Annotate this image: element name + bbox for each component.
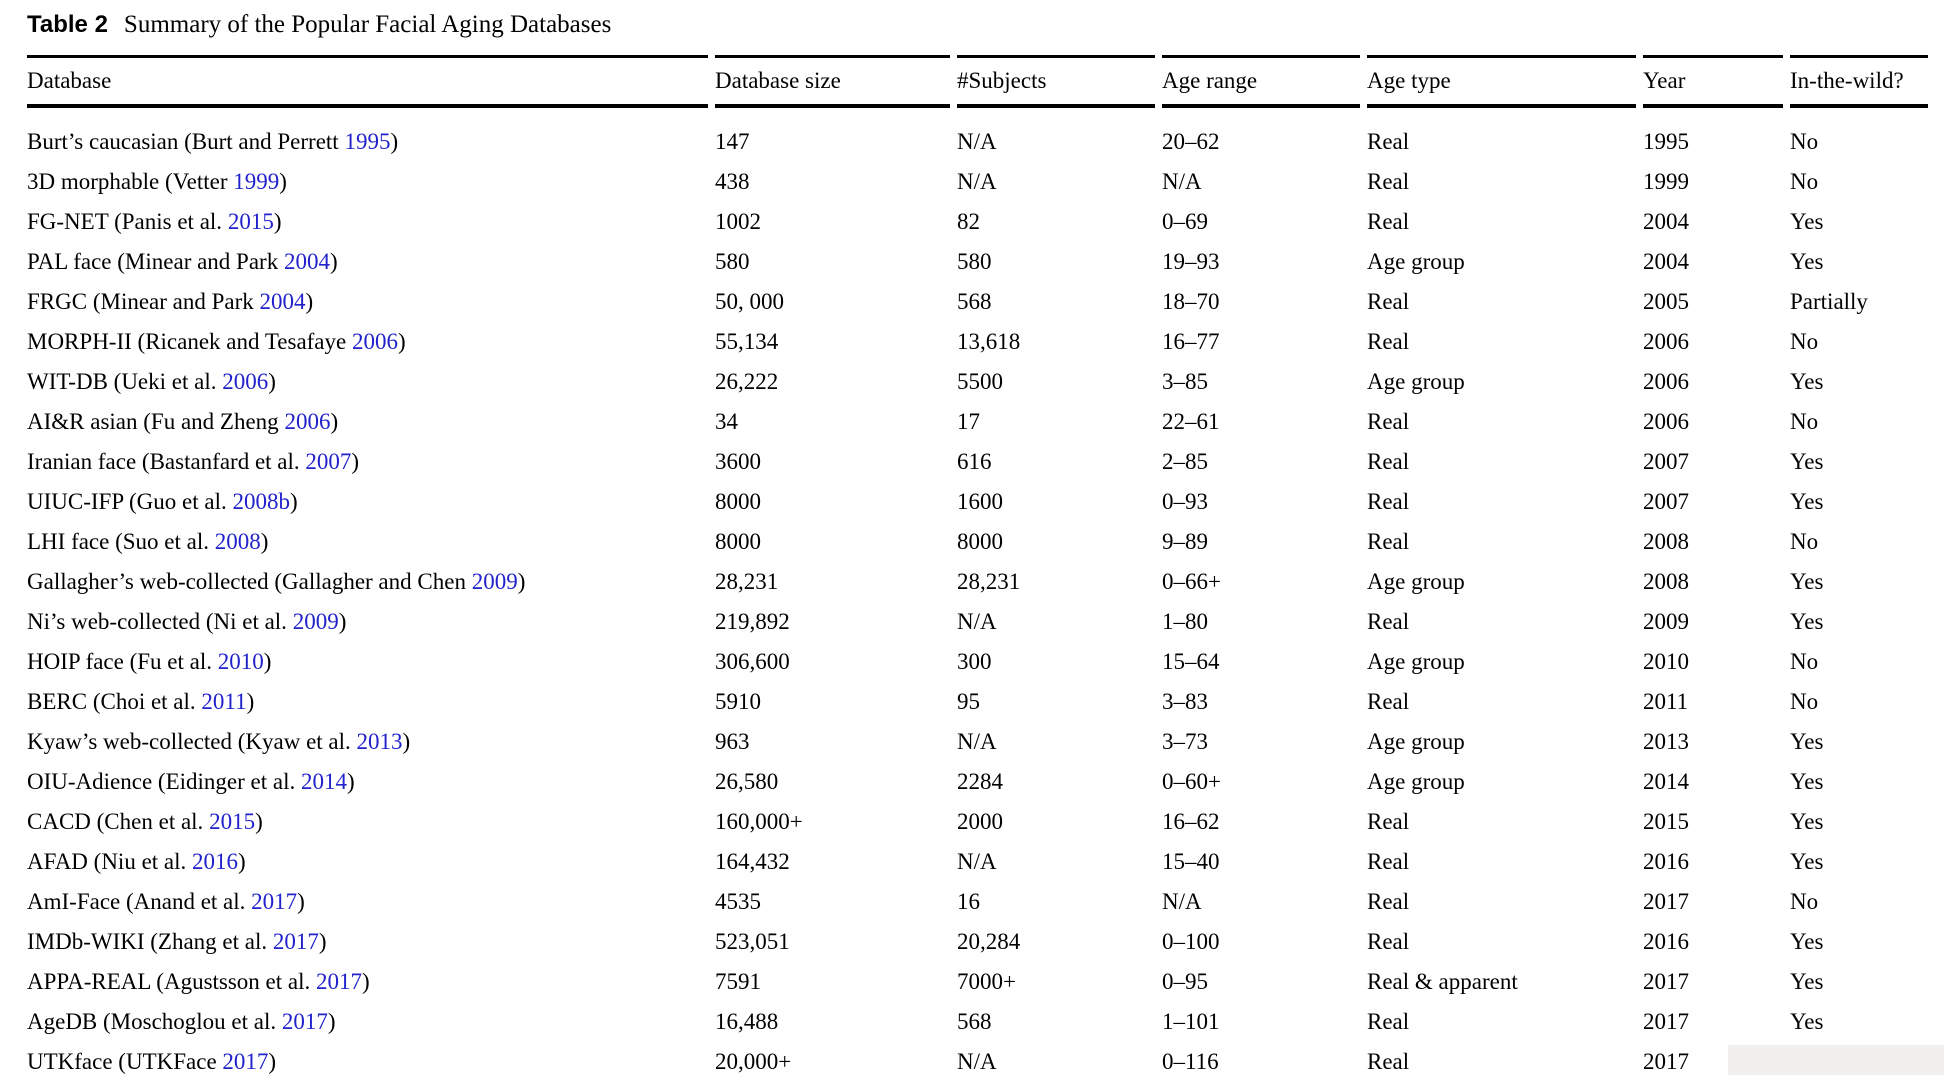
cell-subjects: 5500 (957, 369, 1003, 394)
cell-year: 2017 (1643, 1049, 1689, 1074)
cell-in-the-wild: Yes (1790, 809, 1824, 834)
database-name-text: AgeDB (Moschoglou et al. (27, 1009, 282, 1034)
database-name-text: Burt’s caucasian (Burt and Perrett (27, 129, 345, 154)
cell-database-size: 28,231 (715, 569, 779, 594)
cell-year: 2006 (1643, 369, 1689, 394)
database-name-suffix: ) (279, 169, 287, 194)
database-name-text: OIU-Adience (Eidinger et al. (27, 769, 301, 794)
cell-database (27, 442, 708, 482)
database-name-suffix: ) (346, 769, 355, 794)
cell-database (27, 282, 708, 322)
cell-database (27, 562, 708, 602)
cell-database (27, 722, 708, 762)
citation-link[interactable]: 2004 (259, 289, 306, 314)
table-row (27, 682, 1928, 722)
cell-database-size: 306,600 (715, 649, 790, 674)
cell-age-range: 0–93 (1162, 489, 1208, 514)
cell-database (27, 762, 708, 802)
database-name-text: FG-NET (Panis et al. (27, 209, 228, 234)
column-header-database: Database (27, 55, 708, 108)
cell-in-the-wild: No (1790, 129, 1819, 154)
cell-age-range: 22–61 (1162, 409, 1220, 434)
cell-year: 2004 (1643, 249, 1689, 274)
cell-subjects: 1600 (957, 489, 1003, 514)
cell-year: 2010 (1643, 649, 1689, 674)
cell-age-type: Real & apparent (1367, 969, 1518, 994)
cell-database-size: 26,580 (715, 769, 779, 794)
database-name-text: LHI face (Suo et al. (27, 529, 215, 554)
cell-in-the-wild: Yes (1790, 569, 1824, 594)
cell-database (27, 642, 708, 682)
citation-link[interactable]: 1999 (233, 169, 280, 194)
cell-age-range: 1–80 (1162, 609, 1208, 634)
table-row (27, 642, 1928, 682)
cell-age-type: Real (1367, 409, 1410, 434)
database-name-text: MORPH-II (Ricanek and Tesafaye (27, 329, 352, 354)
cell-in-the-wild: Yes (1790, 729, 1824, 754)
cell-age-type: Real (1367, 129, 1410, 154)
database-name-text: BERC (Choi et al. (27, 689, 202, 714)
database-name-suffix: ) (338, 609, 347, 634)
database-name-suffix: ) (263, 649, 272, 674)
cell-age-range: 9–89 (1162, 529, 1208, 554)
database-name-suffix: ) (329, 249, 338, 274)
database-name-text: UIUC-IFP (Guo et al. (27, 489, 233, 514)
cell-age-range: 2–85 (1162, 449, 1208, 474)
cell-year: 2006 (1643, 409, 1689, 434)
cell-subjects: N/A (957, 849, 997, 874)
cell-subjects: N/A (957, 169, 997, 194)
database-name-text: IMDb-WIKI (Zhang et al. (27, 929, 273, 954)
cell-subjects: 82 (957, 209, 980, 234)
table-row (27, 242, 1928, 282)
cell-age-range: 20–62 (1162, 129, 1220, 154)
cell-in-the-wild: Yes (1790, 769, 1824, 794)
table-row (27, 202, 1928, 242)
table-row (27, 282, 1928, 322)
table-row (27, 1042, 1928, 1082)
cell-subjects: N/A (957, 609, 997, 634)
citation-link[interactable]: 2014 (300, 769, 347, 794)
citation-link[interactable]: 2016 (192, 849, 239, 874)
cell-in-the-wild: Yes (1790, 609, 1824, 634)
database-name-suffix: ) (260, 529, 269, 554)
cell-database-size: 34 (715, 409, 738, 434)
table-row (27, 922, 1928, 962)
database-name-suffix: ) (397, 329, 406, 354)
table-row (27, 1002, 1928, 1042)
cell-subjects: 568 (957, 289, 992, 314)
database-name-text: WIT-DB (Ueki et al. (27, 369, 223, 394)
database-name-suffix: ) (297, 889, 305, 914)
table-caption-label: Table 2 (27, 11, 108, 38)
cell-database (27, 922, 708, 962)
cell-subjects: N/A (957, 129, 997, 154)
cell-age-range: N/A (1162, 889, 1202, 914)
cell-in-the-wild: Yes (1790, 969, 1824, 994)
cell-database (27, 882, 708, 922)
cell-year: 2008 (1643, 529, 1689, 554)
table-row (27, 962, 1928, 1002)
cell-year: 2017 (1643, 969, 1689, 994)
cell-age-type: Real (1367, 889, 1410, 914)
cell-year: 1995 (1643, 129, 1689, 154)
database-name-text: Ni’s web-collected (Ni et al. (27, 609, 293, 634)
cell-year: 2016 (1643, 849, 1689, 874)
cell-in-the-wild: No (1790, 649, 1819, 674)
citation-link[interactable]: 2013 (356, 729, 403, 754)
cell-subjects: 20,284 (957, 929, 1021, 954)
table-row (27, 802, 1928, 842)
cell-age-range: 0–95 (1162, 969, 1208, 994)
table-row (27, 882, 1928, 922)
citation-link[interactable]: 1995 (344, 129, 391, 154)
cell-age-range: 0–69 (1162, 209, 1208, 234)
cell-subjects: 28,231 (957, 569, 1021, 594)
cell-database-size: 50, 000 (715, 289, 784, 314)
cell-year: 1999 (1643, 169, 1689, 194)
citation-link[interactable]: 2009 (292, 609, 339, 634)
cell-subjects: N/A (957, 729, 997, 754)
citation-link[interactable]: 2004 (283, 249, 330, 274)
database-name-suffix: ) (255, 809, 263, 834)
database-name-text: 3D morphable (Vetter (27, 169, 234, 194)
cell-year: 2007 (1643, 449, 1689, 474)
cell-database-size: 438 (715, 169, 750, 194)
cell-year: 2011 (1643, 689, 1689, 714)
citation-link[interactable]: 2008b (232, 489, 290, 514)
cell-database-size: 7591 (715, 969, 761, 994)
database-name-suffix: ) (238, 849, 246, 874)
cell-database (27, 962, 708, 1002)
facial-aging-databases-table (20, 55, 1935, 1082)
cell-database (27, 1002, 708, 1042)
table-row (27, 402, 1928, 442)
cell-in-the-wild: Yes (1790, 489, 1824, 514)
cell-database-size: 55,134 (715, 329, 779, 354)
cell-age-type: Real (1367, 689, 1410, 714)
cell-age-type: Real (1367, 449, 1410, 474)
citation-link[interactable]: 2006 (351, 329, 398, 354)
database-name-text: CACD (Chen et al. (27, 809, 210, 834)
database-name-suffix: ) (402, 729, 411, 754)
cell-year: 2007 (1643, 489, 1689, 514)
cell-in-the-wild: No (1790, 169, 1819, 194)
cell-database (27, 602, 708, 642)
cell-in-the-wild: Yes (1790, 929, 1824, 954)
database-name-text: Gallagher’s web-collected (Gallagher and Chen (27, 569, 472, 594)
database-name-suffix: ) (330, 409, 339, 434)
cell-subjects: 300 (957, 649, 992, 674)
database-name-text: UTKface (UTKFace (27, 1049, 223, 1074)
table-row (27, 842, 1928, 882)
column-header-year: Year (1643, 55, 1783, 108)
cell-subjects: 7000+ (957, 969, 1016, 994)
database-name-suffix: ) (268, 1049, 277, 1074)
cell-database-size: 219,892 (715, 609, 790, 634)
citation-link[interactable]: 2006 (284, 409, 331, 434)
table-row (27, 322, 1928, 362)
citation-link[interactable]: 2015 (209, 809, 256, 834)
table-header (27, 55, 1928, 108)
cell-database (27, 682, 708, 722)
table-row (27, 108, 1928, 162)
table-row (27, 522, 1928, 562)
column-header-age-type: Age type (1367, 55, 1636, 108)
cell-year: 2016 (1643, 929, 1689, 954)
database-name-text: FRGC (Minear and Park (27, 289, 260, 314)
cell-age-range: 18–70 (1162, 289, 1220, 314)
table-row (27, 562, 1928, 602)
cell-subjects: 8000 (957, 529, 1003, 554)
cell-in-the-wild: Yes (1790, 249, 1824, 274)
table-row (27, 442, 1928, 482)
cell-age-type: Real (1367, 929, 1410, 954)
cell-subjects: 568 (957, 1009, 992, 1034)
database-name-suffix: ) (305, 289, 314, 314)
cell-age-range: 15–40 (1162, 849, 1220, 874)
cell-age-range: 0–60+ (1162, 769, 1221, 794)
cell-database-size: 3600 (715, 449, 761, 474)
cell-age-range: 3–83 (1162, 689, 1208, 714)
cell-age-type: Real (1367, 849, 1410, 874)
cell-age-type: Real (1367, 489, 1410, 514)
cell-age-type: Age group (1367, 769, 1465, 794)
cell-age-type: Real (1367, 809, 1410, 834)
citation-link[interactable]: 2008 (214, 529, 261, 554)
database-name-text: Kyaw’s web-collected (Kyaw et al. (27, 729, 357, 754)
cell-database-size: 5910 (715, 689, 761, 714)
cell-database-size: 16,488 (715, 1009, 779, 1034)
database-name-suffix: ) (289, 489, 298, 514)
header-row (27, 55, 1928, 108)
table-row (27, 162, 1928, 202)
database-name-suffix: ) (273, 209, 282, 234)
cell-age-range: 16–77 (1162, 329, 1220, 354)
cell-database (27, 242, 708, 282)
cell-age-type: Age group (1367, 249, 1465, 274)
cell-subjects: 2000 (957, 809, 1003, 834)
cell-subjects: 95 (957, 689, 980, 714)
table-row (27, 482, 1928, 522)
citation-link[interactable]: 2011 (201, 689, 247, 714)
cell-age-range: 0–116 (1162, 1049, 1219, 1074)
citation-link[interactable]: 2009 (471, 569, 518, 594)
cell-age-type: Real (1367, 1009, 1410, 1034)
database-name-suffix: ) (246, 689, 255, 714)
cell-age-type: Age group (1367, 649, 1465, 674)
cell-age-type: Real (1367, 289, 1410, 314)
column-header-database-size: Database size (715, 55, 950, 108)
cell-age-type: Real (1367, 209, 1410, 234)
cell-database-size: 1002 (715, 209, 761, 234)
cell-database (27, 522, 708, 562)
column-header-subjects: #Subjects (957, 55, 1155, 108)
column-header-in-the-wild: In-the-wild? (1790, 55, 1928, 108)
cell-database (27, 802, 708, 842)
cell-age-range: 3–85 (1162, 369, 1208, 394)
cell-in-the-wild: Yes (1790, 209, 1824, 234)
cell-subjects: 13,618 (957, 329, 1021, 354)
cell-subjects: 16 (957, 889, 980, 914)
database-name-suffix: ) (517, 569, 526, 594)
citation-link[interactable]: 2017 (316, 969, 363, 994)
database-name-suffix: ) (327, 1009, 336, 1034)
cell-database-size: 580 (715, 249, 750, 274)
cell-in-the-wild: Yes (1790, 1009, 1824, 1034)
table-row (27, 602, 1928, 642)
cell-in-the-wild: Yes (1790, 369, 1824, 394)
citation-link[interactable]: 2017 (281, 1009, 328, 1034)
cell-database-size: 164,432 (715, 849, 790, 874)
cell-age-range: N/A (1162, 169, 1202, 194)
database-name-text: HOIP face (Fu et al. (27, 649, 218, 674)
database-name-text: APPA-REAL (Agustsson et al. (27, 969, 317, 994)
citation-link[interactable]: 2017 (222, 1049, 269, 1074)
citation-link[interactable]: 2007 (305, 449, 352, 474)
cell-age-range: 19–93 (1162, 249, 1220, 274)
database-name-text: AFAD (Niu et al. (27, 849, 193, 874)
cell-database (27, 202, 708, 242)
cell-subjects: 2284 (957, 769, 1003, 794)
cell-age-range: 0–100 (1162, 929, 1220, 954)
cell-year: 2014 (1643, 769, 1689, 794)
cell-in-the-wild: Yes (1790, 849, 1824, 874)
cell-database-size: 26,222 (715, 369, 779, 394)
table-row (27, 722, 1928, 762)
cell-database (27, 322, 708, 362)
database-name-suffix: ) (318, 929, 327, 954)
cell-year: 2009 (1643, 609, 1689, 634)
cell-database (27, 402, 708, 442)
database-name-suffix: ) (362, 969, 370, 994)
cell-database-size: 20,000+ (715, 1049, 792, 1074)
selection-artifact-box (1728, 1045, 1944, 1075)
citation-link[interactable]: 2015 (227, 209, 274, 234)
citation-link[interactable]: 2017 (272, 929, 319, 954)
cell-year: 2008 (1643, 569, 1689, 594)
citation-link[interactable]: 2017 (251, 889, 298, 914)
cell-database-size: 4535 (715, 889, 761, 914)
citation-link[interactable]: 2010 (217, 649, 264, 674)
cell-database (27, 108, 708, 162)
table-caption-text: Summary of the Popular Facial Aging Databases (123, 11, 612, 38)
cell-age-range: 15–64 (1162, 649, 1220, 674)
cell-age-range: 3–73 (1162, 729, 1208, 754)
citation-link[interactable]: 2006 (222, 369, 269, 394)
cell-database (27, 162, 708, 202)
cell-in-the-wild: No (1790, 409, 1819, 434)
cell-subjects: 17 (957, 409, 980, 434)
database-name-text: AmI-Face (Anand et al. (27, 889, 252, 914)
cell-subjects: 580 (957, 249, 992, 274)
cell-year: 2013 (1643, 729, 1689, 754)
cell-year: 2004 (1643, 209, 1689, 234)
table-body (27, 108, 1928, 1082)
cell-year: 2006 (1643, 329, 1689, 354)
cell-year: 2017 (1643, 889, 1689, 914)
cell-year: 2005 (1643, 289, 1689, 314)
cell-database (27, 1042, 708, 1082)
cell-in-the-wild: No (1790, 329, 1819, 354)
cell-in-the-wild: No (1790, 889, 1819, 914)
cell-age-range: 1–101 (1162, 1009, 1220, 1034)
cell-database (27, 362, 708, 402)
cell-age-type: Age group (1367, 369, 1465, 394)
cell-database (27, 842, 708, 882)
cell-database-size: 963 (715, 729, 750, 754)
cell-in-the-wild: Partially (1790, 289, 1868, 314)
database-name-text: PAL face (Minear and Park (27, 249, 284, 274)
cell-database-size: 523,051 (715, 929, 790, 954)
cell-age-type: Age group (1367, 729, 1465, 754)
cell-year: 2015 (1643, 809, 1689, 834)
database-name-text: AI&R asian (Fu and Zheng (27, 409, 285, 434)
database-name-suffix: ) (268, 369, 276, 394)
cell-age-type: Real (1367, 529, 1410, 554)
cell-age-type: Real (1367, 1049, 1410, 1074)
cell-database-size: 147 (715, 129, 750, 154)
table-row (27, 362, 1928, 402)
cell-age-range: 16–62 (1162, 809, 1220, 834)
cell-subjects: 616 (957, 449, 992, 474)
cell-in-the-wild: No (1790, 689, 1819, 714)
database-name-text: Iranian face (Bastanfard et al. (27, 449, 306, 474)
cell-in-the-wild: No (1790, 529, 1819, 554)
cell-subjects: N/A (957, 1049, 997, 1074)
cell-database-size: 160,000+ (715, 809, 803, 834)
database-name-suffix: ) (390, 129, 399, 154)
cell-age-type: Age group (1367, 569, 1465, 594)
column-header-age-range: Age range (1162, 55, 1360, 108)
cell-age-type: Real (1367, 329, 1410, 354)
cell-database (27, 482, 708, 522)
cell-age-type: Real (1367, 169, 1410, 194)
cell-in-the-wild: Yes (1790, 449, 1824, 474)
table-row (27, 762, 1928, 802)
database-name-suffix: ) (351, 449, 360, 474)
cell-database-size: 8000 (715, 489, 761, 514)
cell-age-type: Real (1367, 609, 1410, 634)
cell-year: 2017 (1643, 1009, 1689, 1034)
cell-age-range: 0–66+ (1162, 569, 1221, 594)
cell-database-size: 8000 (715, 529, 761, 554)
table-caption (27, 8, 1944, 42)
